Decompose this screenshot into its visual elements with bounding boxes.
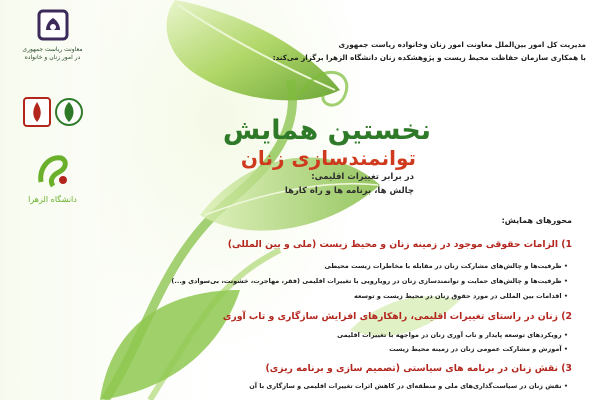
section-title-2: 2) زنان در راستای تغییرات اقلیمی، راهکارهای افزایش سازگاری و تاب آوری	[222, 311, 572, 322]
section1-bullet: • ظرفیت‌ها و چالش‌های حمایت و توانمندسازی زنان در رویارویی با تغییرات اقلیمی (فقر، مهاجرت، خشونت، بی‌سوادی و...)	[171, 277, 568, 285]
conference-subtitle-1: در برابر تغییرات اقلیمی:	[311, 172, 414, 182]
logo1-caption-line2: در امور زنان و خانواده	[24, 54, 81, 61]
presidency-women-logo	[10, 8, 95, 62]
section2-bullet: • آموزش و مشارکت عمومی زنان در زمینه محیط زیست	[389, 345, 568, 353]
logos-column	[10, 8, 95, 218]
logo3-caption: دانشگاه الزهرا	[28, 195, 77, 204]
alzahra-emblem-icon	[31, 148, 75, 192]
axes-heading: محورهای همایش:	[501, 216, 572, 225]
header-organizer-line: مدیریت کل امور بین‌الملل معاونت امور زنان وخانواده ریاست جمهوری	[338, 40, 586, 49]
presidency-emblem-icon	[36, 8, 70, 42]
conference-subject: توانمندسازی زنان	[240, 146, 416, 170]
poster-text	[116, 0, 586, 400]
environment-emblem-icon	[22, 94, 84, 130]
section3-bullet: • نقش زنان در سیاست‌گذاری‌های ملی و منطقه‌ای در کاهش اثرات تغییرات اقلیمی و سازگاری با آن	[249, 382, 568, 390]
header-collaboration-line: با همکاری سازمان حفاظت محیط زیست و پژوهشکده زنان دانشگاه الزهرا برگزار می‌کند:	[272, 53, 586, 62]
environment-org-logos	[10, 94, 95, 134]
logo1-caption-line1: معاونت ریاست جمهوری	[22, 46, 83, 53]
section2-bullet: • رویکردهای توسعه پایدار و تاب آوری زنان در مواجهه با تغییرات اقلیمی	[337, 331, 568, 339]
section1-bullet: • ظرفیت‌ها و چالش‌های مشارکت زنان در مقابله با مخاطرات زیست محیطی	[325, 262, 568, 270]
section1-bullet: • اقدامات بین المللی در مورد حقوق زنان در محیط زیست و توسعه	[354, 292, 568, 300]
conference-title: نخستین همایش	[222, 115, 431, 146]
section-title-1: 1) الزامات حقوقی موجود در زمینه زنان و محیط زیست (ملی و بین المللی)	[227, 239, 572, 250]
alzahra-university-logo	[10, 148, 95, 204]
conference-subtitle-2: چالش ها، برنامه ها و راه کارها	[284, 186, 414, 196]
section-title-3: 3) نقش زنان در برنامه های سیاستی (تصمیم سازی و برنامه ریزی)	[265, 363, 572, 374]
